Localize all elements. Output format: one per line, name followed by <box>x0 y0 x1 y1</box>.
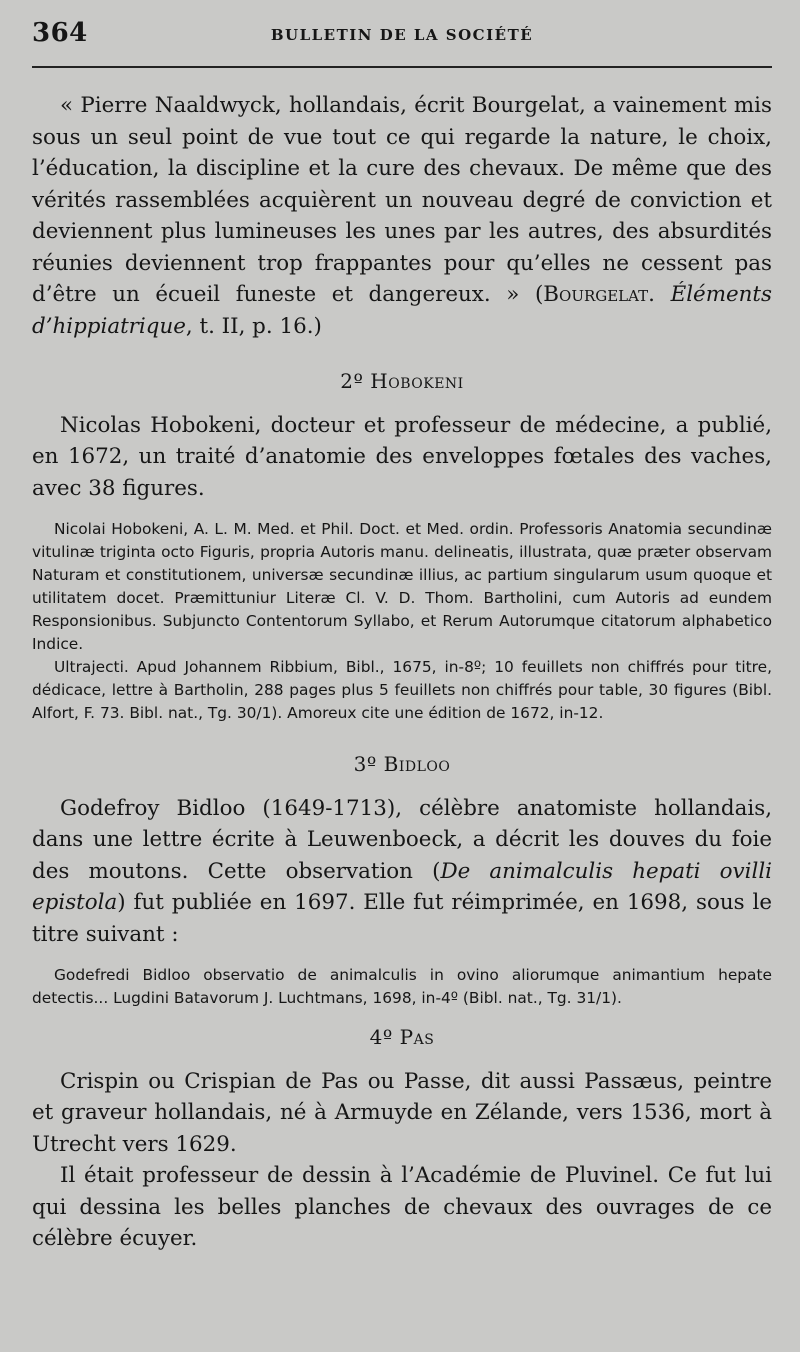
hobokeni-note: Ultrajecti. Apud Johannem Ribbium, Bibl., 1675, in-8º; 10 feuillets non chiffrés pour titre, dédicace, lettre à Bartholin, 288 pages plus 5 feuillets non chiffrés pour table, 30 figures (Bibl. Alfort, F. 73. Bibl. nat., Tg. 30/1). Amoreux cite une édition de 1672, in-12. <box>32 658 772 722</box>
page-header <box>32 14 772 54</box>
bidloo-paragraph <box>32 793 772 951</box>
quote-ref-title: Éléments d’hippiatrique <box>32 282 772 339</box>
header-rule <box>32 66 772 68</box>
bidloo-text-after: ) fut publiée en 1697. Elle fut réimprimée, en 1698, sous le titre suivant : <box>32 890 772 947</box>
quote-text: « Pierre Naaldwyck, hollandais, écrit Bourgelat, a vainement mis sous un seul point de vue tout ce qui regarde la nature, le choix, l’éducation, la discipline et la cure des chevaux. De même que des vérités rassemblées acquièrent un nouveau degré de conviction et deviennent plus lumineuses les unes par les autres, des absurdités réunies deviennent trop frappantes pour qu’elles ne cessent pas d’être un écueil funeste et dangereux. » ( <box>32 93 772 307</box>
section-name: Hobokeni <box>370 369 464 393</box>
section-heading-pas <box>32 1022 772 1054</box>
quote-paragraph <box>32 90 772 342</box>
bidloo-text-before: Godefroy Bidloo (1649-1713), célèbre anatomiste hollandais, dans une lettre écrite à Leuwenboeck, a décrit les douves du foie des moutons. Cette observation ( <box>32 795 772 884</box>
hobokeni-citation: Nicolai Hobokeni, A. L. M. Med. et Phil. Doct. et Med. ordin. Professoris Anatomia secundinæ vitulinæ triginta octo Figuris, propria Autoris manu. delineatis, illustrata, quæ præter observam Naturam et constitutionem, universæ secundinæ illius, ac partium singularum usum quoque et utilitatem docet. Præmittuniur Literæ Cl. V. D. Thom. Bartholini, cum Autoris ad eundem Responsionibus. Subjuncto Contentorum Syllabo, et Rerum Autorumque citatorum alphabetico Indice. <box>32 520 772 653</box>
section-number: 3º <box>353 752 377 776</box>
bidloo-title-italic: De animalculis hepati ovilli epistola <box>32 858 772 915</box>
section-name: Bidloo <box>383 752 451 776</box>
quote-ref-rest: , t. II, p. 16.) <box>185 313 322 339</box>
section-heading-bidloo <box>32 749 772 781</box>
bidloo-citation: Godefredi Bidloo observatio de animalculis in ovino aliorumque animantium hepate detectis... Lugdini Batavorum J. Luchtmans, 1698, in-4º (Bibl. nat., Tg. 31/1). <box>32 966 772 1007</box>
hobokeni-paragraph: Nicolas Hobokeni, docteur et professeur de médecine, a publié, en 1672, un traité d’anatomie des enveloppes fœtales des vaches, avec 38 figures. <box>32 412 772 501</box>
quote-ref-author: Bourgelat. <box>543 282 655 307</box>
section-heading-hobokeni <box>32 366 772 398</box>
section-number: 4º <box>369 1025 393 1049</box>
section-name: Pas <box>399 1025 435 1049</box>
pas-paragraph-2: Il était professeur de dessin à l’Académie de Pluvinel. Ce fut lui qui dessina les belles planches de chevaux des ouvrages de ce célèbre écuyer. <box>32 1163 772 1251</box>
page-number: 364 <box>32 18 88 48</box>
page-body <box>32 90 772 1255</box>
running-title: BULLETIN DE LA SOCIÉTÉ <box>270 26 534 44</box>
pas-paragraph-1: Crispin ou Crispian de Pas ou Passe, dit aussi Passæus, peintre et graveur hollandais, né à Armuyde en Zélande, vers 1536, mort à Utrecht vers 1629. <box>32 1068 772 1157</box>
section-number: 2º <box>340 369 364 393</box>
